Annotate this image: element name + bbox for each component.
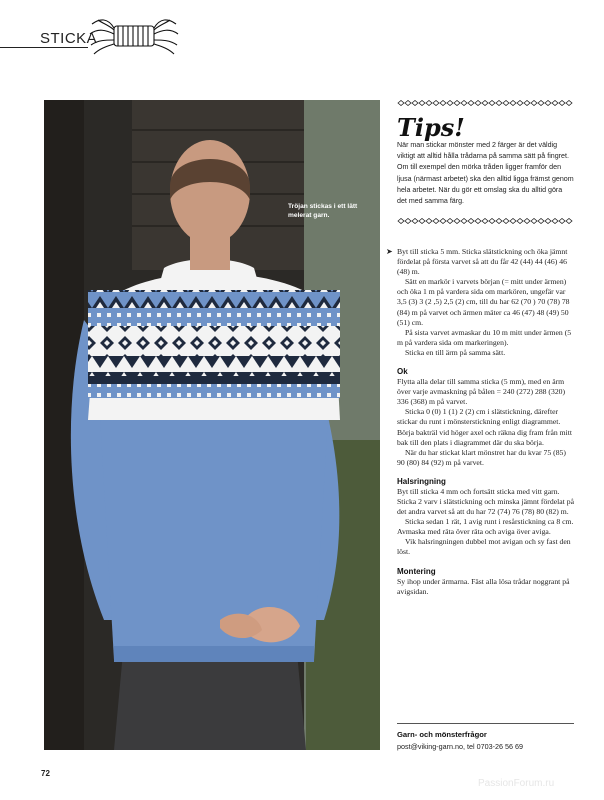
- diamond-divider-top: [397, 100, 574, 106]
- instruction-paragraph: Sticka 0 (0) 1 (1) 2 (2) cm i slätstickning, därefter stickar du runt i mönsterstickning enligt diagrammet. Börja bakträl vid höger axel och räkna dig fram från mitt bak till den plats i diagrammet där du ska börja.: [397, 407, 573, 447]
- tips-body: När man stickar mönster med 2 färger är det väldig viktigt att alltid hålla trådarna på samma sätt på fingret. Om till exempel den mörka tråden ligger framför den ljusa (närmast arbetet) ska den alltid ligga främst genom hela arbetet. När du gör ett omslag ska du alltid göra det med samma färg.: [397, 141, 574, 206]
- section-heading-halsringning: Halsringning: [397, 476, 446, 486]
- section-heading-montering: Montering: [397, 566, 436, 576]
- instruction-paragraph: Sticka sedan 1 rät, 1 avig runt i resårstickning ca 8 cm. Avmaska med räta över räta och aviga över aviga.: [397, 517, 574, 537]
- instruction-paragraph: Byt till sticka 4 mm och fortsätt sticka med vitt garn. Sticka 2 varv i slätstickning och minska jämnt fördelat på det andra varvet så att du har 72 (74) 76 (78) 80 (82) m.: [397, 486, 574, 517]
- photo-caption: Tröjan stickas i ett lätt melerat garn.: [288, 203, 358, 219]
- footer-divider: [397, 723, 574, 724]
- watermark: PassionForum.ru: [478, 778, 555, 789]
- diamond-divider-bottom: [397, 218, 574, 224]
- instruction-paragraph: Sätt en markör i varvets början (= mitt under ärmen) och öka 1 m på vardera sida om markören, ungefär var 3,5 (3) 3 (2 ,5) 2,5 (2) cm, till du har 62 (70 ) 70 (78) 78 (84) m på varvet och ärmen mäter ca 46 (47) 48 (49) 50 (51) cm.: [397, 277, 570, 327]
- instruction-paragraph: Flytta alla delar till samma sticka (5 mm), med en ärm över varje avmaskning på bålen = 240 (272) 288 (320) 336 (368) m på varvet.: [397, 377, 566, 407]
- section-heading-ok: Ok: [397, 367, 408, 377]
- instruction-paragraph: På sista varvet avmaskar du 10 m mitt under ärmen (5 m på vardera sida om markeringen).: [397, 327, 572, 347]
- instruction-paragraph: Sticka en till ärm på samma sätt.: [405, 347, 506, 357]
- instruction-paragraph: Vik halsringningen dubbel mot avigan och sy fast den löst.: [397, 537, 571, 557]
- instruction-paragraph: ➤ Byt till sticka 5 mm. Sticka slätstickning och öka jämnt fördelat på första varvet så att du får 42 (44) 44 (46) 46 (48) m.: [386, 247, 568, 277]
- yarn-questions-title: Garn- och mönsterfrågor: [397, 730, 487, 739]
- yarn-questions-contact: post@viking-garn.no, tel 0703-26 56 69: [397, 742, 523, 751]
- tips-title: Tips!: [397, 113, 465, 142]
- header-rule: [0, 47, 88, 48]
- section-label: STICKA: [40, 30, 98, 47]
- sweater-photo: [44, 100, 380, 750]
- page-number: 72: [41, 769, 50, 778]
- yarn-skein-icon: [88, 14, 180, 58]
- instruction-paragraph: Sy ihop under ärmarna. Fäst alla lösa trådar noggrant på avigsidan.: [397, 576, 570, 596]
- instruction-paragraph: När du har stickat klart mönstret har du kvar 75 (85) 90 (80) 84 (92) m på varvet.: [397, 447, 566, 467]
- pattern-instructions: [386, 247, 574, 597]
- arrow-icon: ➤: [386, 247, 393, 256]
